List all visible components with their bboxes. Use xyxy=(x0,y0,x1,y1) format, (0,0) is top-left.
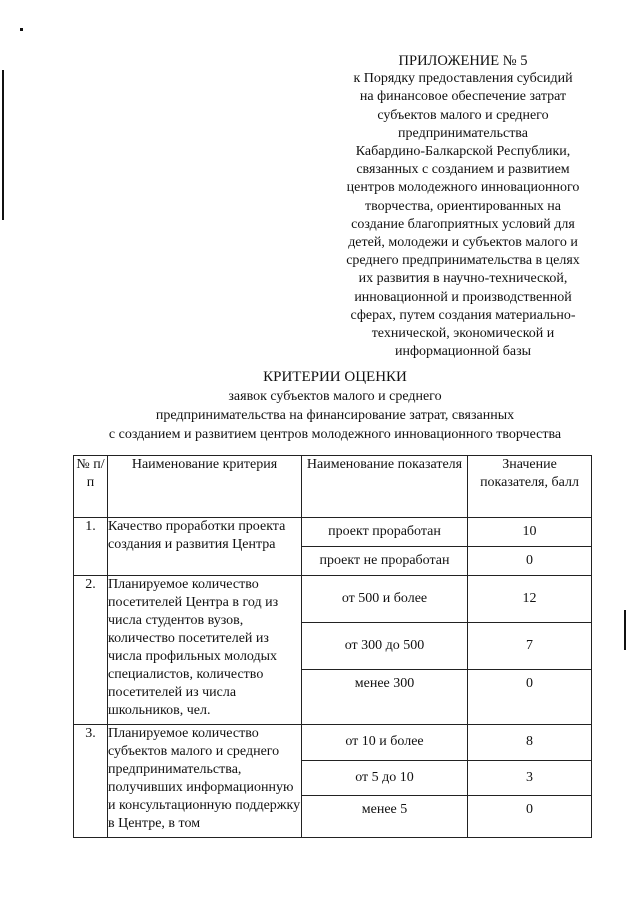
indicator-cell: от 5 до 10 xyxy=(302,760,468,796)
scan-mark xyxy=(624,610,626,650)
score-cell: 8 xyxy=(468,725,592,761)
scan-mark xyxy=(2,70,4,220)
header-value: Значение показателя, балл xyxy=(468,456,592,518)
appendix-line: к Порядку предоставления субсидий xyxy=(353,71,573,87)
score-cell: 3 xyxy=(468,760,592,796)
subtitle-line: заявок субъектов малого и среднего xyxy=(228,389,442,404)
score-cell: 10 xyxy=(468,518,592,547)
document-title: КРИТЕРИИ ОЦЕНКИ xyxy=(263,369,407,385)
appendix-line: творчества, ориентированных на xyxy=(365,198,561,214)
criterion-name: Планируемое количество субъектов малого и среднего предпринимательства, получивших информационную и консультационную поддержку в Центре, в том xyxy=(108,725,302,838)
header-indicator: Наименование показателя xyxy=(302,456,468,518)
appendix-line: детей, молодежи и субъектов малого и xyxy=(348,235,578,251)
appendix-line: информационной базы xyxy=(394,344,532,360)
appendix-line: сферах, путем создания материально- xyxy=(350,307,576,323)
indicator-cell: менее 5 xyxy=(302,796,468,838)
indicator-cell: от 10 и более xyxy=(302,725,468,761)
criterion-name: Планируемое количество посетителей Центра в год из числа студентов вузов, количество посетителей из числа профильных молодых специалистов, количество посетителей из числа школьников, чел. xyxy=(108,576,302,725)
indicator-cell: от 300 до 500 xyxy=(302,622,468,669)
appendix-line: на финансовое обеспечение затрат xyxy=(359,89,567,105)
indicator-cell: менее 300 xyxy=(302,669,468,724)
score-cell: 0 xyxy=(468,669,592,724)
criteria-table xyxy=(73,455,592,838)
appendix-line: связанных с созданием и развитием xyxy=(356,162,570,178)
appendix-line: Кабардино-Балкарской Республики, xyxy=(355,144,571,160)
scan-mark xyxy=(20,28,23,31)
appendix-line: предпринимательства xyxy=(398,125,528,141)
subtitle-line: с созданием и развитием центров молодежного инновационного творчества xyxy=(108,427,562,442)
appendix-line: центров молодежного инновационного xyxy=(346,180,580,196)
document-title-block xyxy=(40,368,630,444)
appendix-line: инновационной и производственной xyxy=(354,289,572,305)
criterion-name: Качество проработки проекта создания и развития Центра xyxy=(108,518,302,576)
subtitle-line: предпринимательства на финансирование затрат, связанных xyxy=(155,408,515,423)
indicator-cell: от 500 и более xyxy=(302,576,468,623)
indicator-cell: проект не проработан xyxy=(302,547,468,576)
table-row xyxy=(74,725,592,761)
indicator-cell: проект проработан xyxy=(302,518,468,547)
score-cell: 0 xyxy=(468,547,592,576)
table-header-row xyxy=(74,456,592,518)
row-number: 1. xyxy=(74,518,108,576)
table-row xyxy=(74,576,592,623)
appendix-line: среднего предпринимательства в целях xyxy=(346,253,580,269)
appendix-heading: ПРИЛОЖЕНИЕ № 5 xyxy=(398,53,528,69)
appendix-header xyxy=(318,52,608,361)
appendix-line: технической, экономической и xyxy=(371,326,555,342)
table-row xyxy=(74,518,592,547)
score-cell: 0 xyxy=(468,796,592,838)
appendix-line: субъектов малого и среднего xyxy=(377,107,549,123)
score-cell: 7 xyxy=(468,622,592,669)
score-cell: 12 xyxy=(468,576,592,623)
header-number: № п/п xyxy=(74,456,108,518)
header-criterion: Наименование критерия xyxy=(108,456,302,518)
appendix-line: их развития в научно-технической, xyxy=(358,271,568,287)
row-number: 2. xyxy=(74,576,108,725)
appendix-line: создание благоприятных условий для xyxy=(351,216,575,232)
row-number: 3. xyxy=(74,725,108,838)
